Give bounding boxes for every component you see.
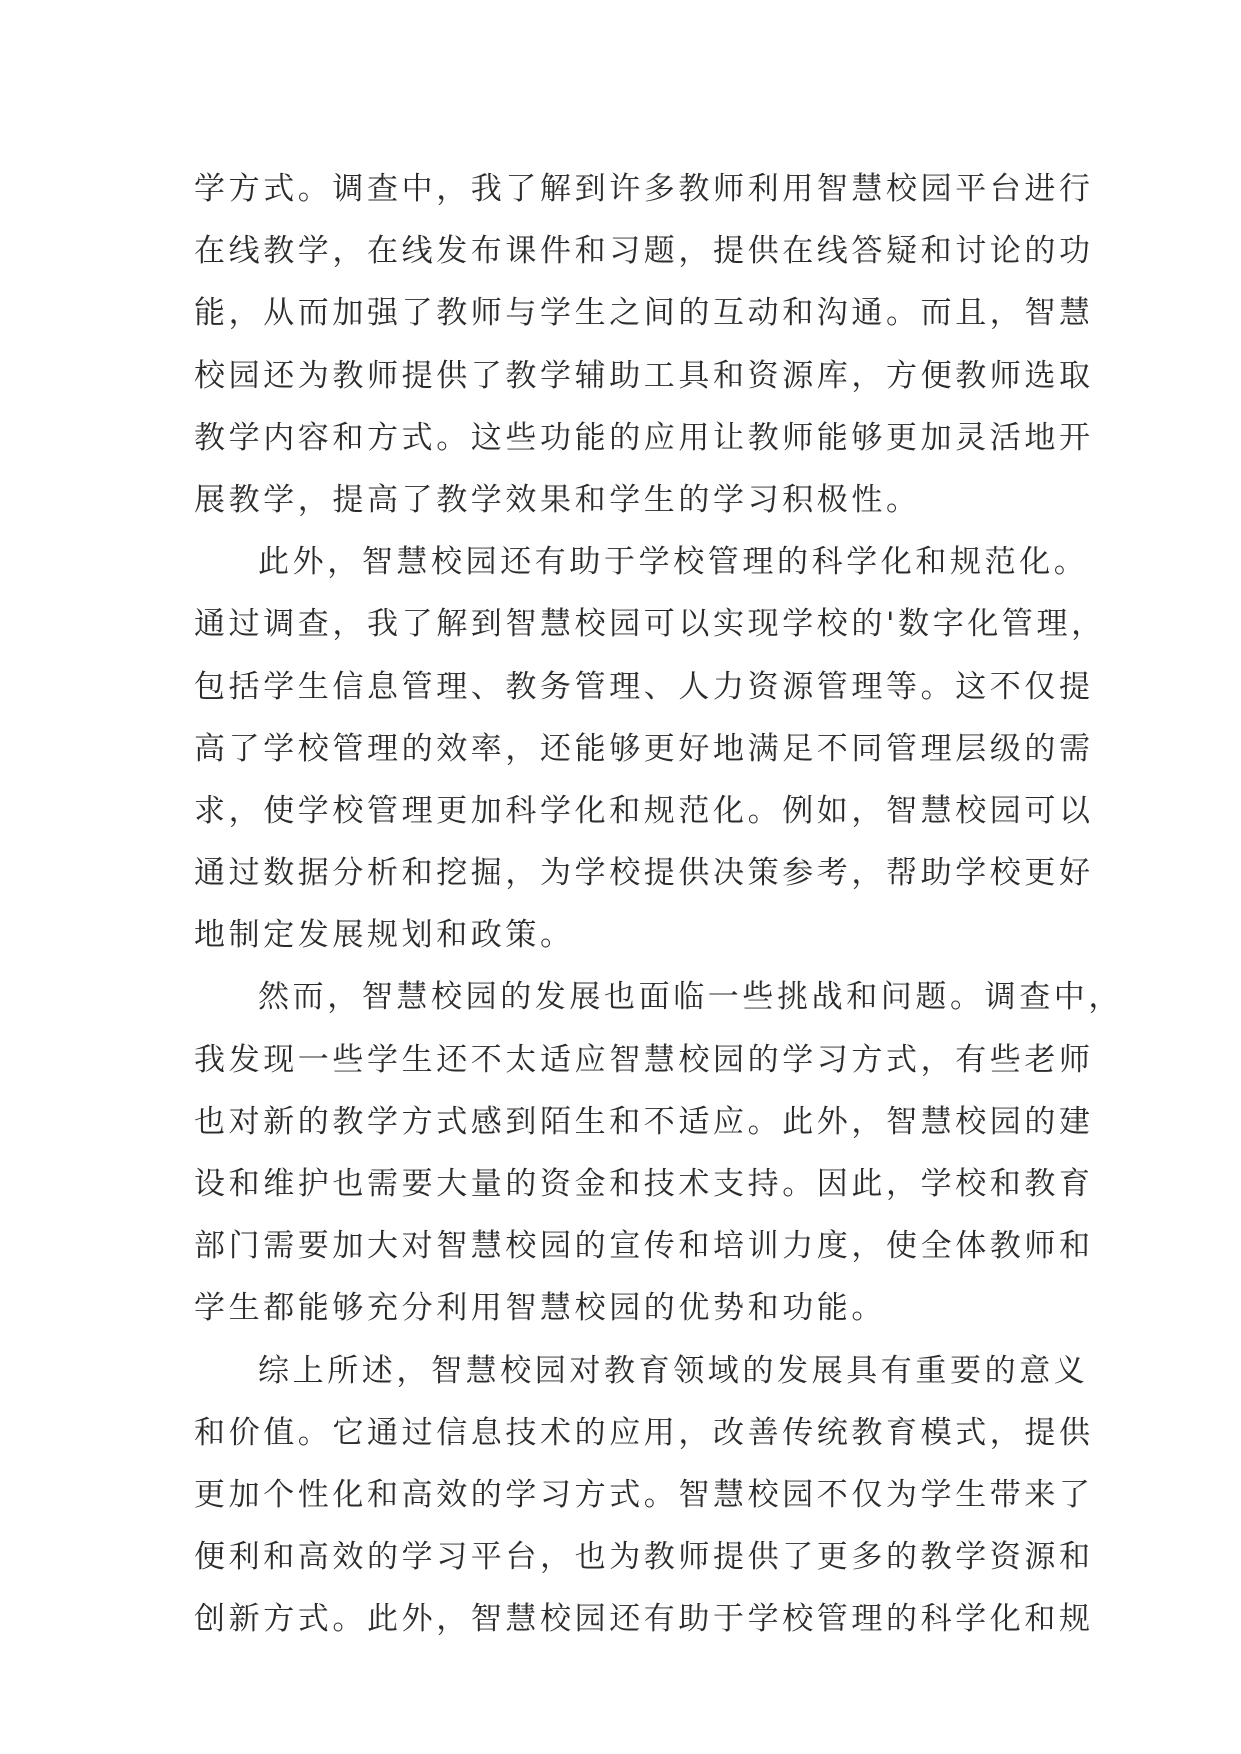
text-line: 创新方式。此外，智慧校园还有助于学校管理的科学化和规 [194,1601,1094,1638]
text-line: 校园还为教师提供了教学辅助工具和资源库，方便教师选取 [194,357,1094,394]
body-text [194,158,1123,1651]
text-line: 包括学生信息管理、教务管理、人力资源管理等。这不仅提 [194,668,1094,705]
text-line: 能，从而加强了教师与学生之间的互动和沟通。而且，智慧 [194,295,1094,332]
text-line: 通过调查，我了解到智慧校园可以实现学校的'数字化管理， [194,606,1106,643]
text-line: 和价值。它通过信息技术的应用，改善传统教育模式，提供 [194,1414,1094,1451]
text-line: 便利和高效的学习平台，也为教师提供了更多的教学资源和 [194,1539,1094,1576]
text-line: 此外，智慧校园还有助于学校管理的科学化和规范化。 [258,544,1089,581]
text-line: 我发现一些学生还不太适应智慧校园的学习方式，有些老师 [194,1041,1094,1078]
text-line: 学生都能够充分利用智慧校园的优势和功能。 [194,1290,886,1327]
text-line: 地制定发展规划和政策。 [194,917,575,954]
text-line: 设和维护也需要大量的资金和技术支持。因此，学校和教育 [194,1166,1094,1202]
text-line: 求，使学校管理更加科学化和规范化。例如，智慧校园可以 [194,792,1094,829]
text-line: 也对新的教学方式感到陌生和不适应。此外，智慧校园的建 [194,1103,1094,1140]
text-line: 教学内容和方式。这些功能的应用让教师能够更加灵活地开 [194,419,1094,456]
text-line: 在线教学，在线发布课件和习题，提供在线答疑和讨论的功 [194,233,1094,270]
text-line: 学方式。调查中，我了解到许多教师利用智慧校园平台进行 [194,171,1094,207]
text-line: 然而，智慧校园的发展也面临一些挑战和问题。调查中， [258,979,1123,1016]
text-line: 更加个性化和高效的学习方式。智慧校园不仅为学生带来了 [194,1476,1094,1513]
text-line: 高了学校管理的效率，还能够更好地满足不同管理层级的需 [194,730,1094,767]
text-line: 通过数据分析和挖掘，为学校提供决策参考，帮助学校更好 [194,855,1094,892]
text-line: 部门需要加大对智慧校园的宣传和培训力度，使全体教师和 [194,1228,1094,1265]
text-line: 综上所述，智慧校园对教育领域的发展具有重要的意义 [258,1352,1089,1389]
text-line: 展教学，提高了教学效果和学生的学习积极性。 [194,481,921,518]
